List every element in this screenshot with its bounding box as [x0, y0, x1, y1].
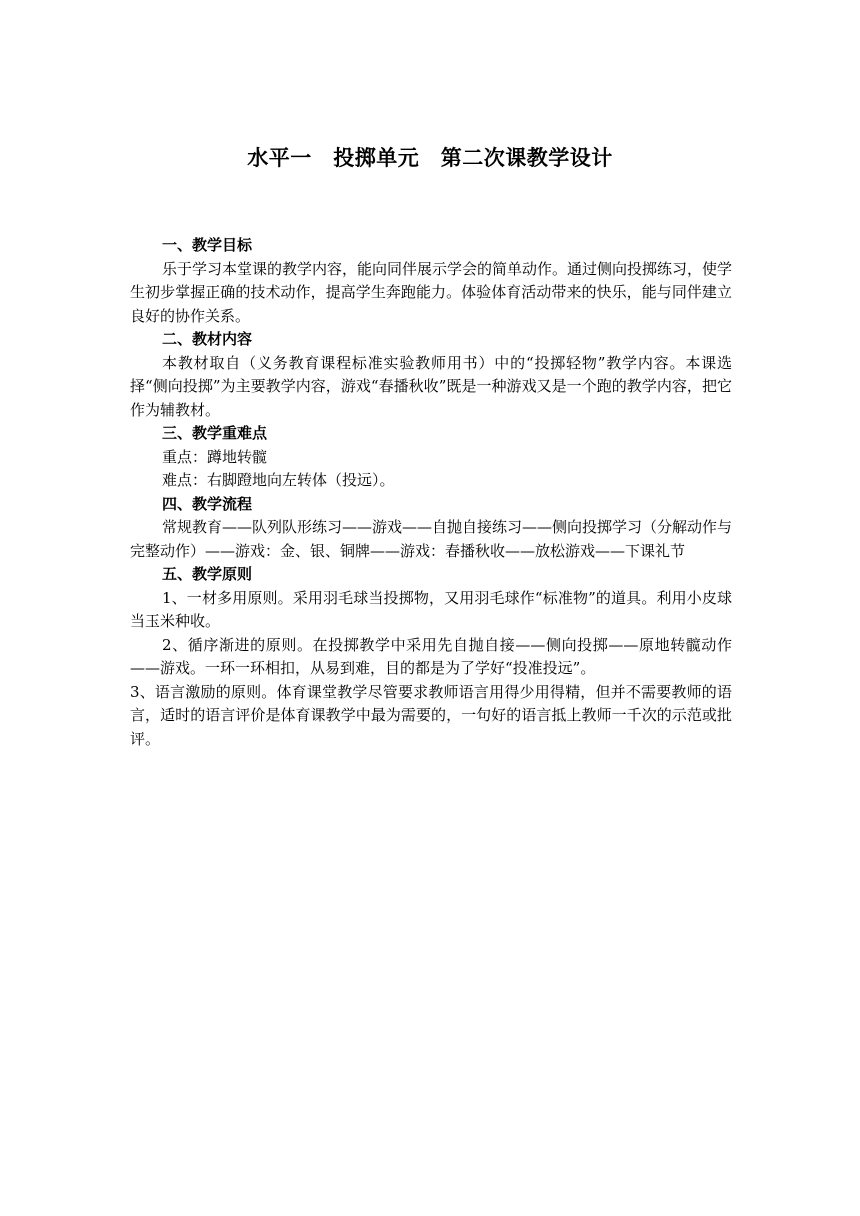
key-point-line: 重点：蹲地转髋: [162, 447, 268, 466]
section-heading-objectives: 一、教学目标: [162, 236, 253, 254]
section-heading-principles: 五、教学原则: [162, 565, 253, 583]
document-title: 水平一 投掷单元 第二次课教学设计: [247, 146, 613, 170]
principle-paragraph-2: 2、循序渐进的原则。在投掷教学中采用先自抛自接——侧向投掷——原地转髋动作——游戏。一环一环相扣，从易到难，目的都是为了学好“投准投远”。: [130, 635, 732, 677]
difficulty-line: 难点：右脚蹬地向左转体（投远）。: [162, 471, 395, 489]
document-body: [130, 234, 732, 751]
objectives-paragraph: 乐于学习本堂课的教学内容，能向同伴展示学会的简单动作。通过侧向投掷练习，使学生初步掌握正确的技术动作，提高学生奔跑能力。体验体育活动带来的快乐，能与同伴建立良好的协作关系。: [130, 259, 733, 325]
principle-paragraph-3: 3、语言激励的原则。体育课堂教学尽管要求教师语言用得少用得精，但并不需要教师的语言，适时的语言评价是体育课教学中最为需要的，一句好的语言抵上教师一千次的示范或批评。: [130, 682, 732, 748]
section-heading-key-points: 三、教学重难点: [162, 424, 268, 442]
principle-paragraph-1: 1、一材多用原则。采用羽毛球当投掷物，又用羽毛球作“标准物”的道具。利用小皮球当玉米种收。: [130, 588, 732, 630]
content-paragraph: 本教材取自（义务教育课程标准实验教师用书）中的“投掷轻物”教学内容。本课选择“侧向投掷”为主要教学内容，游戏“春播秋收”既是一种游戏又是一个跑的教学内容，把它作为辅教材。: [130, 353, 732, 419]
section-heading-process: 四、教学流程: [162, 494, 253, 513]
process-paragraph: 常规教育——队列队形练习——游戏——自抛自接练习——侧向投掷学习（分解动作与完整动作）——游戏：金、银、铜牌——游戏：春播秋收——放松游戏——下课礼节: [130, 518, 733, 560]
section-heading-content: 二、教材内容: [162, 330, 253, 348]
